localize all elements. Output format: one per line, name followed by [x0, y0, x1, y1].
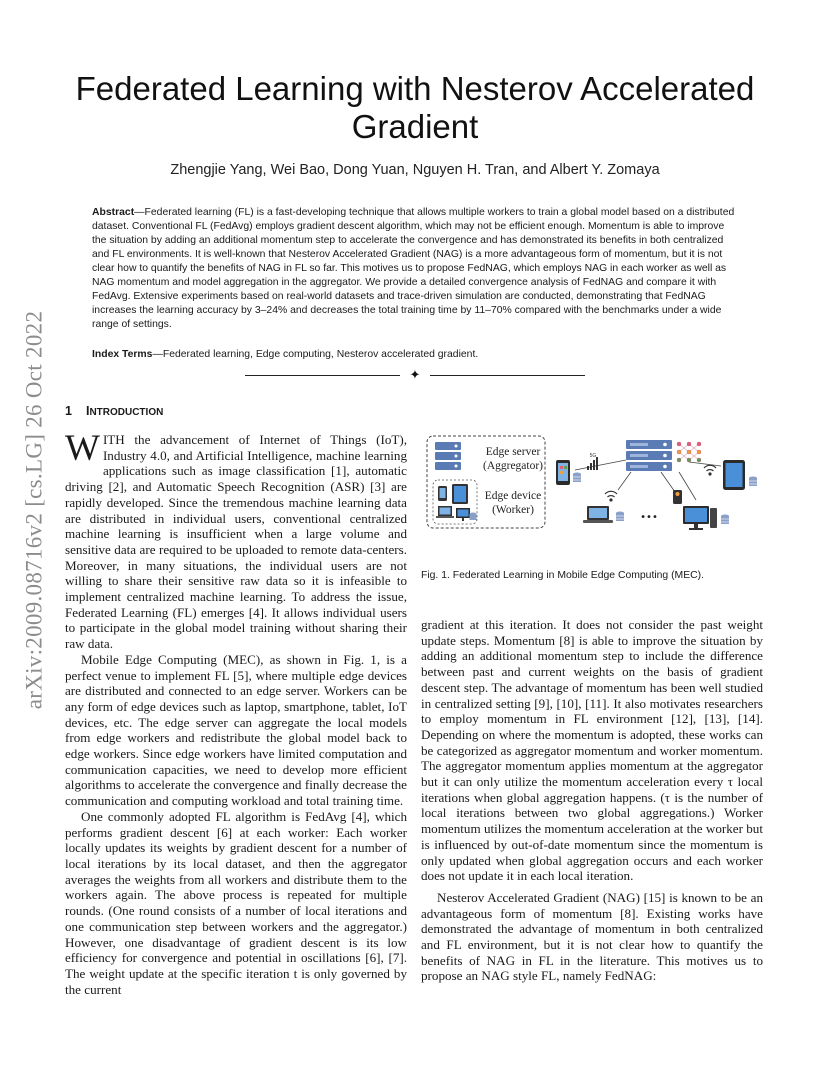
right-column [421, 617, 763, 984]
abstract-text: —Federated learning (FL) is a fast-developing technique that allows multiple workers to train a global model based on a distributed dataset. Conventional FL (FedAvg) employs gradient descent algorithm, which may not be efficient enough. Momentum is able to improve the situation by adding an additional momentum step to accelerate the convergence and has demonstrated its benefits in both centralized and FL environments. It is well-known that Nesterov Accelerated Gradient (NAG) is a more advantageous form of momentum, but it is not clear how to quantify the benefits of NAG in FL so far. This motives us to propose FedNAG, which employs NAG in each worker as well as NAG momentum and model aggregation in the aggregator. We provide a detailed convergence analysis of FedNAG and compare it with FedAvg. Extensive experiments based on real-world datasets and trace-driven simulation are conducted, demonstrating that FedNAG increases the learning accuracy by 3–24% and decreases the total training time by 11–70% compared with the benchmarks under a wide range of settings. [92, 207, 735, 330]
more-devices-ellipsis: ••• [640, 512, 658, 523]
tablet-icon [723, 460, 745, 490]
author-list: Zhengjie Yang, Wei Bao, Dong Yuan, Nguyen H. Tran, and Albert Y. Zomaya [170, 162, 660, 178]
neural-network-icon [677, 442, 701, 462]
wifi-icon-right [704, 465, 716, 475]
paragraph-1-text: ITH the advancement of Internet of Things (IoT), Industry 4.0, and Artificial Intelligence, machine learning applications such as image classification [1], automatic driving [2], and Automatic Speech Recognition (ASR) [3] are rapidly developed. Since the tremendous machine learning data are distributed in individual users, conventional centralized machine learning is insufficient when a large volume and sensitive data are required to be uploaded to remote data-centers. Moreover, in many situations, the individual users are not willing to share their sensitive raw data so it is infeasible to implement centralized machine learning. To address the issue, Federated Learning (FL) emerges [4]. It allows individual users to participate in the global model training without sharing their raw data. [65, 432, 407, 652]
section-title-rest: NTRODUCTION [89, 407, 164, 418]
arxiv-stamp [12, 290, 56, 730]
drop-cap: W [65, 428, 100, 469]
legend-device-sublabel: (Worker) [492, 504, 534, 516]
database-icon-phone [573, 473, 581, 483]
desktop-icon [683, 506, 717, 530]
figure-caption: Fig. 1. Federated Learning in Mobile Edge Computing (MEC). [421, 570, 704, 581]
index-terms-text: —Federated learning, Edge computing, Nesterov accelerated gradient. [152, 349, 479, 360]
index-terms-label: Index Terms [92, 349, 153, 360]
section-heading [65, 404, 163, 418]
separator-line-left [245, 375, 400, 376]
left-column [65, 428, 407, 997]
paragraph-1 [65, 428, 407, 652]
legend-server-icon [435, 442, 461, 470]
database-icon-laptop [616, 512, 624, 522]
abstract [92, 206, 738, 332]
separator-star-icon: ✦ [409, 367, 421, 382]
abstract-label: Abstract [92, 207, 135, 218]
paragraph-5: Nesterov Accelerated Gradient (NAG) [15] is known to be an advantageous form of momentum [8]. Existing works have demonstrated the advantage of momentum in both centralized and FL environment, but it is not clear how to quantify the benefits of NAG in FL in the literature. This motives us to propose an NAG style FL, namely FedNAG: [421, 889, 763, 984]
laptop-icon [583, 506, 613, 523]
legend-server-sublabel: (Aggregator) [482, 460, 544, 472]
legend-server-label: Edge server [485, 446, 541, 458]
index-terms [92, 348, 738, 362]
figure-mec [421, 430, 763, 540]
paragraph-4: gradient at this iteration. It does not consider the past weight update steps. Momentum [8] is able to improve the situation by adding an additional momentum step to include the difference between past and current weights on the basis of gradient descent step. The advantage of momentum has been well studied in centralized setting [9], [10], [11]. It also motivates researchers to employ momentum in FL environment [12], [13], [14]. Depending on where the momentum is adopted, these works can be categorized as aggregator momentum and worker momentum. The aggregator momentum applies momentum at the aggregator but it can only utilize the momentum acceleration every τ local iterations when global aggregation happens. (τ is the number of local iterations between two global aggregations.) Worker momentum utilizes the momentum acceleration at the worker but is influenced by out-of-date momentum since the momentum is only updated when global aggregation occurs and each worker does not update it in each local iteration. [421, 617, 763, 884]
central-server-icon [626, 440, 672, 471]
wifi-icon-left [605, 491, 617, 501]
mec-diagram [421, 430, 763, 540]
database-icon-desktop [721, 515, 729, 525]
section-number: 1 [65, 404, 72, 418]
smartphone-icon [556, 460, 570, 485]
section-title-initial: I [85, 404, 90, 418]
arxiv-id: arXiv:2009.08716v2 [cs.LG] 26 Oct 2022 [21, 310, 47, 710]
paragraph-3: One commonly adopted FL algorithm is FedAvg [4], which performs gradient descent [6] at each worker: Each worker locally updates its weights by gradient descent for a number of local iterations by its local dataset, and then the aggregator averages the weights from all workers and distribute them to the workers again. The above process is repeated for multiple rounds. (One round consists of a number of local iterations and one communication step between workers and the aggregator.) However, one disadvantage of gradient descent is its low efficiency for convergence and potential in oscillations [6], [7]. The weight update at the specific iteration t is only governed by the current [65, 808, 407, 997]
paragraph-2: Mobile Edge Computing (MEC), as shown in Fig. 1, is a perfect venue to implement FL [5], where multiple edge devices are distributed and connected to an edge server. Workers can be any form of edge devices such as laptop, smartphone, tablet, IoT devices, etc. The edge server can aggregate the local models from edge workers and redistribute the global model back to edge workers. Since edge workers have limited computation and communication capacities, we need to develop more efficient algorithms to accelerate the convergence and finally decrease the communication and computing workload and total training time. [65, 651, 407, 809]
database-icon-tablet [749, 477, 757, 487]
paper-title: Federated Learning with Nesterov Accelerated Gradient [75, 70, 755, 145]
signal-label: 5G [589, 453, 597, 459]
legend-device-icon [433, 480, 477, 524]
section-separator [245, 368, 585, 382]
separator-line-right [430, 375, 585, 376]
iot-device-icon [673, 490, 682, 504]
legend-device-label: Edge device [484, 490, 542, 502]
